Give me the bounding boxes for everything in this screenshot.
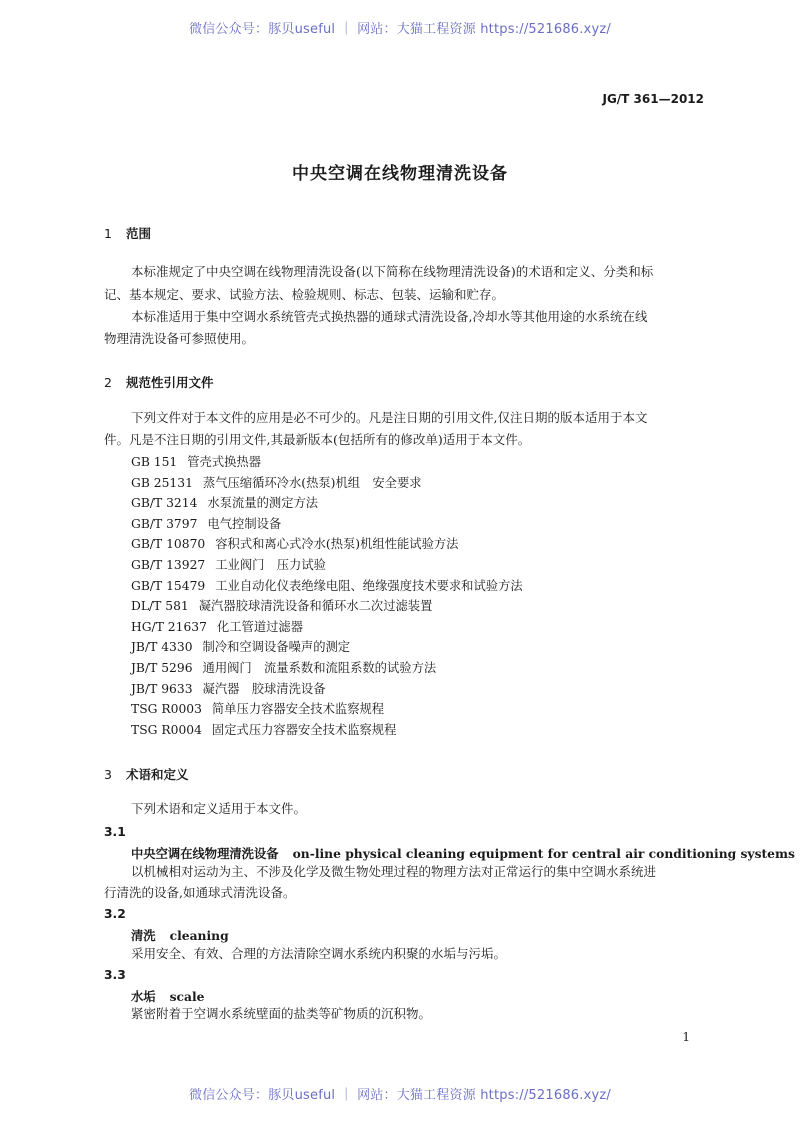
reference-item xyxy=(131,699,384,717)
paragraph-line: 物理清洗设备可参照使用。 xyxy=(104,331,255,346)
term-english: cleaning xyxy=(169,928,229,943)
clause-number: 3.1 xyxy=(104,825,126,839)
reference-code: GB 151 xyxy=(131,455,178,469)
standard-code: JG/T 361—2012 xyxy=(602,92,704,106)
clause-number: 3.2 xyxy=(104,907,126,921)
reference-item xyxy=(131,555,326,573)
reference-title: 通用阀门 流量系数和流阻系数的试验方法 xyxy=(202,661,437,675)
reference-code: JB/T 4330 xyxy=(131,640,193,654)
paragraph-line: 记、基本规定、要求、试验方法、检验规则、标志、包装、运输和贮存。 xyxy=(104,287,505,302)
reference-item xyxy=(131,617,303,635)
reference-code: TSG R0003 xyxy=(131,702,202,716)
definition-line: 以机械相对运动为主、不涉及化学及微生物处理过程的物理方法对正常运行的集中空调水系统进 xyxy=(131,864,657,879)
reference-item xyxy=(131,596,432,614)
reference-code: JB/T 9633 xyxy=(131,682,193,696)
section-3-number: 3 xyxy=(104,767,112,782)
reference-code: GB/T 10870 xyxy=(131,537,206,551)
reference-item xyxy=(131,473,422,491)
reference-item xyxy=(131,514,281,532)
reference-item xyxy=(131,534,458,552)
reference-item xyxy=(131,576,523,594)
reference-item xyxy=(131,720,396,738)
reference-title: 简单压力容器安全技术监察规程 xyxy=(211,702,385,716)
reference-title: 电气控制设备 xyxy=(207,517,282,531)
paragraph-line: 本标准适用于集中空调水系统管壳式换热器的通球式清洗设备,冷却水等其他用途的水系统在线 xyxy=(131,309,648,324)
reference-title: 制冷和空调设备噪声的测定 xyxy=(202,640,351,654)
reference-code: GB/T 3797 xyxy=(131,517,198,531)
term-chinese: 中央空调在线物理清洗设备 xyxy=(131,847,279,861)
paragraph-line: 下列术语和定义适用于本文件。 xyxy=(131,801,307,816)
reference-code: GB/T 15479 xyxy=(131,579,206,593)
section-2-number: 2 xyxy=(104,375,112,390)
term-entry xyxy=(131,926,229,944)
section-3-title: 术语和定义 xyxy=(126,767,189,782)
reference-title: 工业自动化仪表绝缘电阻、绝缘强度技术要求和试验方法 xyxy=(215,579,523,593)
term-entry xyxy=(131,844,795,862)
reference-title: 固定式压力容器安全技术监察规程 xyxy=(211,723,397,737)
reference-title: 蒸气压缩循环冷水(热泵)机组 安全要求 xyxy=(202,476,422,490)
section-1-number: 1 xyxy=(104,226,112,241)
reference-item xyxy=(131,493,318,511)
document-title: 中央空调在线物理清洗设备 xyxy=(292,164,508,184)
reference-item xyxy=(131,637,350,655)
reference-code: DL/T 581 xyxy=(131,599,189,613)
reference-title: 凝汽器胶球清洗设备和循环水二次过滤装置 xyxy=(198,599,433,613)
paragraph-line: 件。凡是不注日期的引用文件,其最新版本(包括所有的修改单)适用于本文件。 xyxy=(104,432,531,447)
watermark-top: 微信公众号：豚贝useful ｜ 网站：大猫工程资源 https://521686.xyz/ xyxy=(189,22,611,37)
reference-item xyxy=(131,452,261,470)
reference-code: JB/T 5296 xyxy=(131,661,193,675)
reference-item xyxy=(131,658,436,676)
term-entry xyxy=(131,987,204,1005)
term-chinese: 水垢 xyxy=(131,990,156,1004)
definition-line: 采用安全、有效、合理的方法清除空调水系统内积聚的水垢与污垢。 xyxy=(131,946,507,961)
definition-line: 紧密附着于空调水系统壁面的盐类等矿物质的沉积物。 xyxy=(131,1006,432,1021)
reference-code: HG/T 21637 xyxy=(131,620,207,634)
reference-code: TSG R0004 xyxy=(131,723,202,737)
reference-title: 化工管道过滤器 xyxy=(216,620,304,634)
watermark-bottom: 微信公众号：豚贝useful ｜ 网站：大猫工程资源 https://521686.xyz/ xyxy=(189,1088,611,1103)
section-1-heading xyxy=(104,224,151,242)
reference-title: 工业阀门 压力试验 xyxy=(215,558,326,572)
reference-title: 凝汽器 胶球清洗设备 xyxy=(202,682,326,696)
definition-line: 行清洗的设备,如通球式清洗设备。 xyxy=(104,885,296,900)
section-1-title: 范围 xyxy=(126,226,152,241)
reference-title: 管壳式换热器 xyxy=(187,455,262,469)
reference-item xyxy=(131,679,326,697)
term-chinese: 清洗 xyxy=(131,929,156,943)
page-number: 1 xyxy=(682,1030,690,1044)
reference-title: 容积式和离心式冷水(热泵)机组性能试验方法 xyxy=(215,537,459,551)
paragraph-line: 下列文件对于本文件的应用是必不可少的。凡是注日期的引用文件,仅注日期的版本适用于本文 xyxy=(131,410,648,425)
section-2-title: 规范性引用文件 xyxy=(126,375,214,390)
reference-title: 水泵流量的测定方法 xyxy=(207,496,319,510)
reference-code: GB/T 13927 xyxy=(131,558,206,572)
term-english: on-line physical cleaning equipment for central air conditioning systems xyxy=(292,846,795,861)
section-2-heading xyxy=(104,373,214,391)
paragraph-line: 本标准规定了中央空调在线物理清洗设备(以下简称在线物理清洗设备)的术语和定义、分类和标 xyxy=(131,264,654,279)
term-english: scale xyxy=(169,989,205,1004)
section-3-heading xyxy=(104,765,189,783)
clause-number: 3.3 xyxy=(104,968,126,982)
reference-code: GB/T 3214 xyxy=(131,496,198,510)
reference-code: GB 25131 xyxy=(131,476,193,490)
